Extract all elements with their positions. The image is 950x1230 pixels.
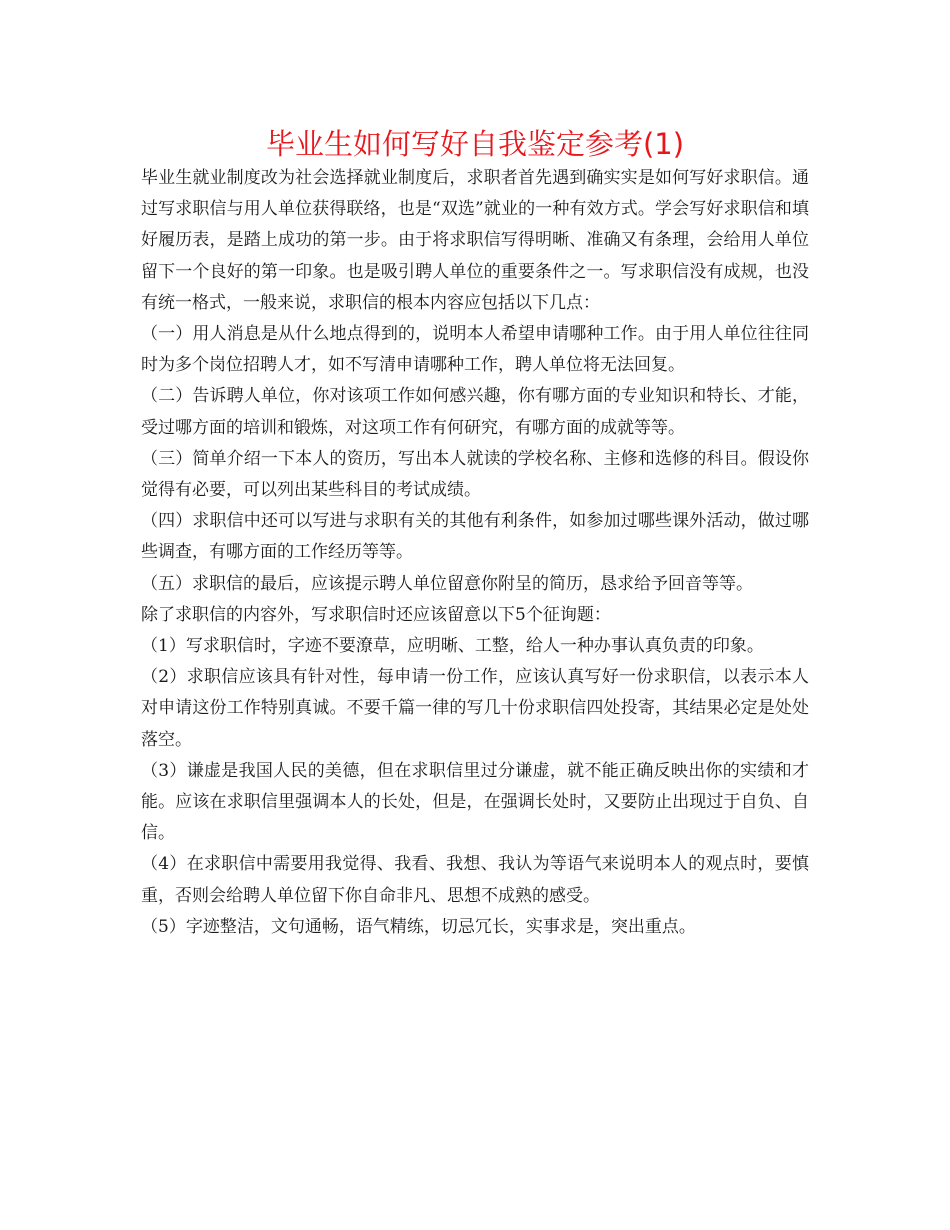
note-3-paragraph: （3）谦虚是我国人民的美德，但在求职信里过分谦虚，就不能正确反映出你的实绩和才能。应该在求职信里强调本人的长处，但是，在强调长处时，又要防止出现过于自负、自信。 bbox=[141, 760, 809, 844]
note-4-paragraph: （4）在求职信中需要用我觉得、我看、我想、我认为等语气来说明本人的观点时，要慎重，否则会给聘人单位留下你自命非凡、思想不成熟的感受。 bbox=[141, 854, 809, 906]
point-1-paragraph: （一）用人消息是从什么地点得到的，说明本人希望申请哪种工作。由于用人单位往往同时为多个岗位招聘人才，如不写清申请哪种工作，聘人单位将无法回复。 bbox=[141, 324, 809, 376]
notes-intro-paragraph: 除了求职信的内容外，写求职信时还应该留意以下5个征询题： bbox=[141, 604, 611, 625]
point-2-paragraph: （二）告诉聘人单位，你对该项工作如何感兴趣，你有哪方面的专业知识和特长、才能，受过哪方面的培训和锻炼，对这项工作有何研究，有哪方面的成就等等。 bbox=[141, 386, 809, 438]
note-1-paragraph: （1）写求职信时，字迹不要潦草，应明晰、工整，给人一种办事认真负责的印象。 bbox=[141, 636, 764, 657]
document-body bbox=[141, 163, 809, 943]
note-5-paragraph: （5）字迹整洁，文句通畅，语气精练，切忌冗长，实事求是，突出重点。 bbox=[141, 916, 696, 937]
point-5-paragraph: （五）求职信的最后，应该提示聘人单位留意你附呈的简历，恳求给予回音等等。 bbox=[141, 573, 753, 594]
point-3-paragraph: （三）简单介绍一下本人的资历，写出本人就读的学校名称、主修和选修的科目。假设你觉得有必要，可以列出某些科目的考试成绩。 bbox=[141, 448, 809, 501]
note-2-paragraph: （2）求职信应该具有针对性，每申请一份工作，应该认真写好一份求职信，以表示本人对申请这份工作特别真诚。不要千篇一律的写几十份求职信四处投寄，其结果必定是处处落空。 bbox=[141, 667, 809, 750]
document-title: 毕业生如何写好自我鉴定参考(1) bbox=[265, 127, 685, 161]
intro-paragraph: 毕业生就业制度改为社会选择就业制度后，求职者首先遇到确实实是如何写好求职信。通过写求职信与用人单位获得联络，也是“双选”就业的一种有效方式。学会写好求职信和填好履历表，是踏上成功的第一步。由于将求职信写得明晰、准确又有条理，会给用人单位留下一个良好的第一印象。也是吸引聘人单位的重要条件之一。写求职信没有成规，也没有统一格式，一般来说，求职信的根本内容应包括以下几点： bbox=[141, 168, 809, 313]
point-4-paragraph: （四）求职信中还可以写进与求职有关的其他有利条件，如参加过哪些课外活动，做过哪些调查，有哪方面的工作经历等等。 bbox=[141, 511, 809, 563]
